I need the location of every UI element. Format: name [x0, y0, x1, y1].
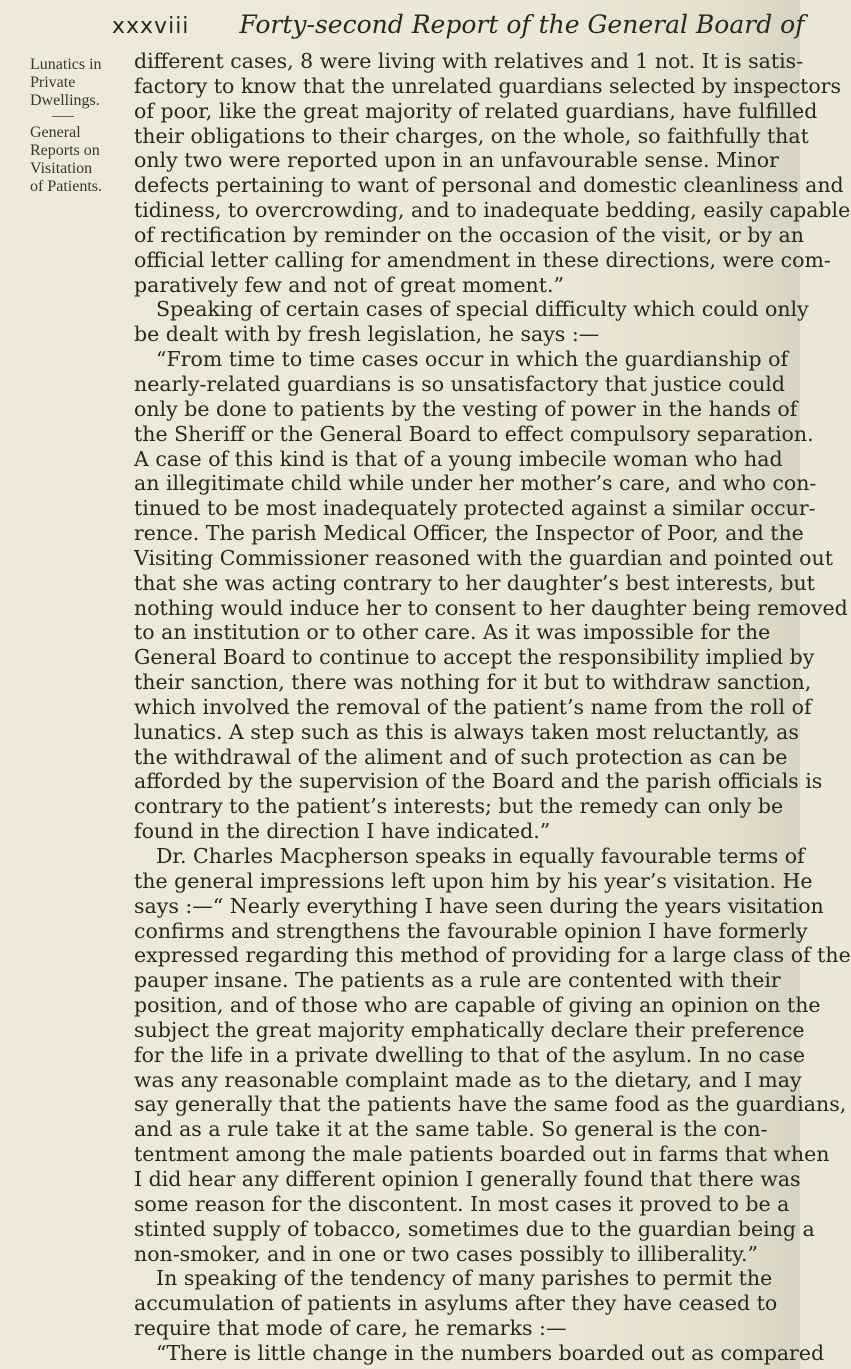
text-line: accumulation of patients in asylums after they have ceased to [134, 1291, 778, 1316]
margin-note-lunatics [30, 56, 104, 110]
text-line: afforded by the supervision of the Board and the parish officials is [134, 769, 823, 794]
text-line: lunatics. A step such as this is always taken most reluctantly, as [134, 719, 799, 744]
text-line: stinted supply of tobacco, sometimes due to the guardian being a [134, 1216, 815, 1241]
text-line: the general impressions left upon him by his year’s visitation. He [134, 868, 813, 893]
text-line: require that mode of care, he remarks :— [134, 1316, 567, 1341]
text-line: says :—“ Nearly everything I have seen during the years visitation [134, 893, 824, 918]
text-line: tidiness, to overcrowding, and to inadequate bedding, easily capable [134, 198, 851, 223]
text-line: Dr. Charles Macpherson speaks in equally favourable terms of [156, 844, 805, 868]
text-line: which involved the removal of the patient’s name from the roll of [134, 694, 812, 719]
text-line: only two were reported upon in an unfavourable sense. Minor [134, 148, 779, 173]
margin-note-divider [52, 116, 74, 117]
text-line: and as a rule take it at the same table. So general is the con- [134, 1117, 768, 1142]
text-line: that she was acting contrary to her daughter’s best interests, but [134, 570, 815, 595]
text-line: be dealt with by fresh legislation, he says :— [134, 322, 600, 347]
text-line: non-smoker, and in one or two cases possibly to illiberality.” [134, 1241, 758, 1266]
text-line: official letter calling for amendment in these directions, were com- [134, 247, 831, 272]
text-line: found in the direction I have indicated.” [134, 819, 551, 844]
margin-note-reports [30, 124, 104, 196]
text-line: different cases, 8 were living with relatives and 1 not. It is satis- [134, 49, 804, 73]
text-line: In speaking of the tendency of many parishes to permit the [156, 1266, 773, 1291]
text-line: nearly-related guardians is so unsatisfactory that justice could [134, 371, 785, 396]
text-line: “There is little change in the numbers boarded out as compared [156, 1340, 825, 1365]
text-line: pauper insane. The patients as a rule are contented with their [134, 968, 781, 993]
margin-note-text: Lunatics in Private Dwellings. [30, 56, 102, 109]
text-line: of rectification by reminder on the occasion of the visit, or by an [134, 222, 804, 247]
text-line: paratively few and not of great moment.” [134, 272, 564, 297]
page-number: xxxviii [112, 14, 190, 39]
text-line: their sanction, there was nothing for it but to withdraw sanction, [134, 670, 812, 695]
margin-notes [30, 56, 104, 196]
text-line: General Board to continue to accept the responsibility implied by [134, 645, 815, 670]
text-line: rence. The parish Medical Officer, the Inspector of Poor, and the [134, 521, 804, 546]
body-text [134, 49, 851, 1366]
text-line: nothing would induce her to consent to her daughter being removed [134, 595, 848, 620]
text-line: A case of this kind is that of a young imbecile woman who had [134, 446, 783, 471]
text-line: the Sheriff or the General Board to effect compulsory separation. [134, 421, 814, 446]
text-line: their obligations to their charges, on the whole, so faithfully that [134, 123, 809, 148]
text-line: tinued to be most inadequately protected against a similar occur- [134, 496, 816, 521]
text-line: Speaking of certain cases of special difficulty which could only [156, 297, 809, 322]
running-title: Forty-second Report of the General Board of [239, 10, 805, 39]
text-line: to an institution or to other care. As it was impossible for the [134, 620, 771, 645]
text-line: defects pertaining to want of personal and domestic cleanliness and [134, 173, 844, 198]
text-line: Visiting Commissioner reasoned with the guardian and pointed out [134, 545, 833, 570]
text-line: some reason for the discontent. In most cases it proved to be a [134, 1191, 790, 1216]
text-line: only be done to patients by the vesting of power in the hands of [134, 396, 798, 421]
text-line: confirms and strengthens the favourable opinion I have formerly [134, 918, 808, 943]
text-line: contrary to the patient’s interests; but the remedy can only be [134, 794, 784, 819]
text-line: tentment among the male patients boarded out in farms that when [134, 1142, 830, 1167]
text-line: subject the great majority emphatically declare their preference [134, 1017, 805, 1042]
text-line: position, and of those who are capable of giving an opinion on the [134, 993, 821, 1018]
margin-note-text: General Reports on Visitation of Patients. [30, 124, 102, 195]
text-line: I did hear any different opinion I generally found that there was [134, 1166, 801, 1191]
text-line: factory to know that the unrelated guardians selected by inspectors [134, 73, 841, 98]
text-line: an illegitimate child while under her mother’s care, and who con- [134, 471, 817, 496]
text-line: “From time to time cases occur in which the guardianship of [156, 347, 789, 372]
text-line: say generally that the patients have the same food as the guardians, [134, 1092, 847, 1117]
text-line: for the life in a private dwelling to that of the asylum. In no case [134, 1042, 806, 1067]
text-line: the withdrawal of the aliment and of such protection as can be [134, 744, 788, 769]
text-line: expressed regarding this method of providing for a large class of the [134, 943, 851, 968]
text-line: of poor, like the great majority of related guardians, have fulfilled [134, 98, 818, 123]
page-header [112, 10, 805, 46]
text-line: was any reasonable complaint made as to the dietary, and I may [134, 1067, 802, 1092]
